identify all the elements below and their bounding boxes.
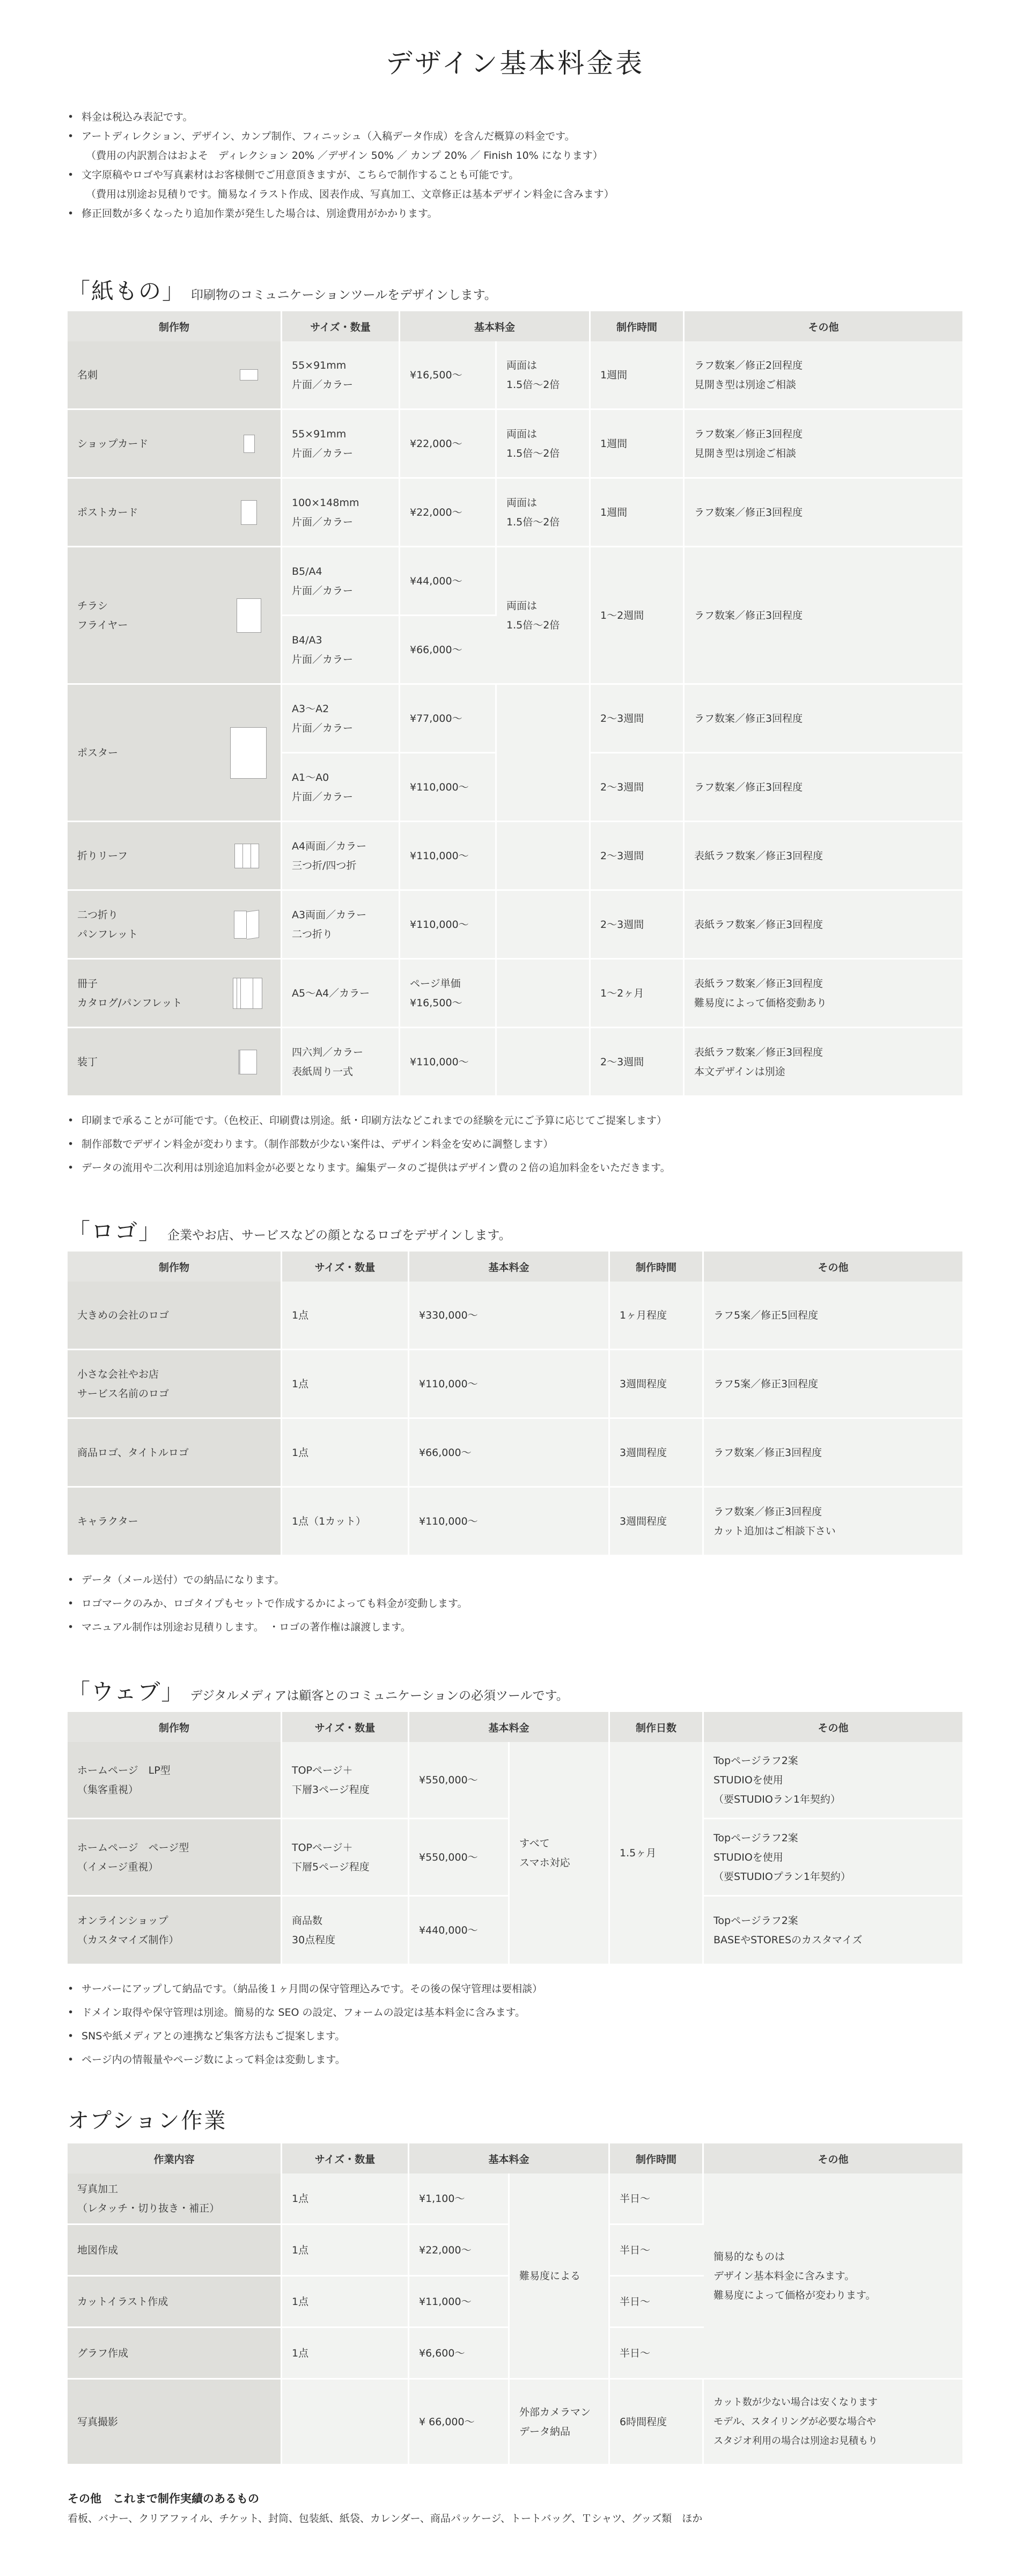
- note-item: • データ（メール送付）での納品になります。: [68, 1574, 285, 1586]
- logo-lead: 企業やお店、サービスなどの顔となるロゴをデザインします。: [167, 1228, 511, 1242]
- time-cell: 3週間程度: [610, 1488, 704, 1556]
- row-name: 商品ロゴ、タイトルロゴ: [68, 1419, 282, 1488]
- size-cell: 1点: [282, 1282, 409, 1350]
- row-name: 折りリーフ: [77, 850, 128, 862]
- price-cell: ¥110,000〜: [409, 1350, 610, 1419]
- price-note-cell: [497, 822, 591, 891]
- intro-note: • 修正回数が多くなったり追加作業が発生した場合は、別途費用がかかります。: [68, 208, 438, 219]
- table-row: [68, 891, 962, 960]
- price-cell: ¥66,000〜: [400, 616, 497, 685]
- price-note-cell: すべて スマホ対応: [510, 1742, 610, 1965]
- col-header: 制作物: [68, 1252, 282, 1282]
- price-cell: ¥16,500〜: [400, 341, 497, 410]
- time-cell: 2〜3週間: [591, 1028, 685, 1097]
- size-cell: 1点（1カット）: [282, 1488, 409, 1556]
- other-cell: ラフ数案／修正2回程度 見開き型は別途ご相談: [685, 341, 962, 410]
- row-name: チラシ フライヤー: [77, 599, 128, 631]
- time-cell: 2〜3週間: [591, 753, 685, 822]
- row-name: 写真加工 （レタッチ・切り抜き・補正）: [68, 2174, 282, 2225]
- note-item: • 印刷まで承ることが可能です。（色校正、印刷費は別途。紙・印刷方法などこれまでの経験を元にご予算に応じてご提案します）: [68, 1115, 667, 1126]
- web-table: [68, 1712, 962, 1965]
- time-cell: 3週間程度: [610, 1419, 704, 1488]
- price-cell: ¥110,000〜: [409, 1488, 610, 1556]
- row-name: 写真撮影: [68, 2380, 282, 2465]
- col-header: サイズ・数量: [282, 311, 400, 341]
- time-cell: 半日〜: [610, 2328, 704, 2380]
- col-header: その他: [704, 1712, 962, 1742]
- row-name: 装丁: [77, 1056, 98, 1068]
- col-header: 制作日数: [610, 1712, 704, 1742]
- price-cell: ¥22,000〜: [400, 479, 497, 547]
- poster-icon: [230, 727, 267, 779]
- note-item: • マニュアル制作は別途お見積りします。 ・ロゴの著作権は譲渡します。: [68, 1621, 411, 1633]
- option-heading: [68, 2104, 962, 2143]
- table-header-row: [68, 2143, 962, 2174]
- price-cell: ¥ 66,000〜: [409, 2380, 510, 2465]
- row-name: ポスター: [77, 747, 119, 759]
- table-row: [68, 685, 962, 753]
- row-name-cell: [68, 822, 282, 891]
- row-name-cell: [68, 547, 282, 685]
- note-item: • ページ内の情報量やページ数によって料金は変動します。: [68, 2054, 345, 2066]
- price-cell: ¥22,000〜: [400, 410, 497, 479]
- intro-note: • アートディレクション、デザイン、カンプ制作、フィニッシュ（入稿データ作成）を含んだ概算の料金です。 （費用の内訳割合はおよそ ディレクション 20% ／デザイン 50% ／ カンプ 20% ／ Finish 10% になります）: [68, 130, 603, 162]
- time-cell: 半日〜: [610, 2277, 704, 2328]
- paper-heading: [68, 274, 962, 311]
- other-cell: 表紙ラフ数案／修正3回程度 本文デザインは別途: [685, 1028, 962, 1097]
- price-cell: ¥1,100〜: [409, 2174, 510, 2225]
- web-heading: [68, 1674, 962, 1712]
- size-cell: 55×91mm 片面／カラー: [282, 341, 400, 410]
- size-cell: 1点: [282, 2277, 409, 2328]
- footer-text: 看板、バナー、クリアファイル、チケット、封筒、包装紙、紙袋、カレンダー、商品パッケージ、トートバッグ、Ｔシャツ、グッズ類 ほか: [68, 2513, 703, 2524]
- row-name: ホームページ ページ型 （イメージ重視）: [68, 1819, 282, 1897]
- other-cell: Topページラフ2案 BASEやSTORESのカスタマイズ: [704, 1897, 962, 1965]
- note-item: • 制作部数でデザイン料金が変わります。（制作部数が少ない案件は、デザイン料金を安めに調整します）: [68, 1138, 554, 1150]
- table-row: [68, 822, 962, 891]
- other-cell: ラフ数案／修正3回程度: [704, 1419, 962, 1488]
- other-cell: カット数が少ない場合は安くなります モデル、スタイリングが必要な場合や スタジオ利用の場合は別途お見積もり: [704, 2380, 962, 2465]
- postcard-icon: [241, 500, 257, 525]
- intro-note: • 文字原稿やロゴや写真素材はお客様側でご用意頂きますが、こちらで制作することも可能です。 （費用は別途お見積りです。簡易なイラスト作成、図表作成、写真加工、文章修正は基本デザイン料金に含みます）: [68, 169, 614, 200]
- size-cell: A4両面／カラー 三つ折/四つ折: [282, 822, 400, 891]
- col-header: 基本料金: [409, 1252, 610, 1282]
- price-note-cell: 難易度による: [510, 2174, 610, 2380]
- row-name: グラフ作成: [68, 2328, 282, 2380]
- other-cell: ラフ数案／修正3回程度: [685, 685, 962, 753]
- table-row: [68, 1350, 962, 1419]
- price-cell: ¥11,000〜: [409, 2277, 510, 2328]
- other-cell: ラフ5案／修正5回程度: [704, 1282, 962, 1350]
- logo-notes: [68, 1568, 962, 1639]
- other-cell: ラフ数案／修正3回程度: [685, 479, 962, 547]
- time-cell: 1〜2週間: [591, 547, 685, 685]
- time-cell: 2〜3週間: [591, 685, 685, 753]
- table-row: [68, 2174, 962, 2225]
- paper-lead: 印刷物のコミュニケーションツールをデザインします。: [191, 288, 497, 302]
- size-cell: 1点: [282, 2174, 409, 2225]
- other-cell: 表紙ラフ数案／修正3回程度: [685, 822, 962, 891]
- time-cell: 3週間程度: [610, 1350, 704, 1419]
- price-cell: ¥110,000〜: [400, 822, 497, 891]
- col-header: 基本料金: [409, 2143, 610, 2174]
- col-header: 基本料金: [409, 1712, 610, 1742]
- logo-table: [68, 1252, 962, 1556]
- row-name: 小さな会社やお店 サービス名前のロゴ: [68, 1350, 282, 1419]
- size-cell: A3〜A2 片面／カラー: [282, 685, 400, 753]
- web-title: 「ウェブ」: [68, 1679, 185, 1705]
- other-cell: ラフ数案／修正3回程度 カット追加はご相談下さい: [704, 1488, 962, 1556]
- other-cell: Topページラフ2案 STUDIOを使用 （要STUDIOプラン1年契約）: [704, 1819, 962, 1897]
- col-header: サイズ・数量: [282, 2143, 409, 2174]
- price-cell: ¥550,000〜: [409, 1742, 510, 1819]
- col-header: その他: [704, 2143, 962, 2174]
- time-cell: 1週間: [591, 479, 685, 547]
- price-note-cell: 両面は 1.5倍〜2倍: [497, 341, 591, 410]
- row-name: オンラインショップ （カスタマイズ制作）: [68, 1897, 282, 1965]
- row-name: ポストカード: [77, 506, 138, 518]
- size-cell: A5〜A4／カラー: [282, 960, 400, 1028]
- web-lead: デジタルメディアは顧客とのコミュニケーションの必須ツールです。: [190, 1689, 569, 1703]
- table-header-row: [68, 311, 962, 341]
- book-binding-icon: [238, 1050, 257, 1074]
- time-cell: 6時間程度: [610, 2380, 704, 2465]
- note-item: • SNSや紙メディアとの連携など集客方法もご提案します。: [68, 2030, 345, 2042]
- paper-notes: [68, 1109, 962, 1180]
- price-cell: ¥6,600〜: [409, 2328, 510, 2380]
- footer-title: その他 これまで制作実績のあるもの: [68, 2492, 259, 2505]
- other-cell: ラフ数案／修正3回程度 見開き型は別途ご相談: [685, 410, 962, 479]
- price-note-cell: [497, 960, 591, 1028]
- table-row: [68, 410, 962, 479]
- size-cell: TOPページ＋ 下層5ページ程度: [282, 1819, 409, 1897]
- flyer-icon: [237, 598, 261, 633]
- option-title: オプション作業: [68, 2109, 227, 2133]
- price-note-cell: [497, 891, 591, 960]
- time-cell: 2〜3週間: [591, 891, 685, 960]
- paper-table: [68, 311, 962, 1097]
- option-section: [68, 2104, 962, 2465]
- logo-heading: [68, 1214, 962, 1252]
- row-name: 名刺: [77, 369, 98, 381]
- col-header: 制作時間: [610, 2143, 704, 2174]
- other-cell: ラフ数案／修正3回程度: [685, 753, 962, 822]
- col-header: 作業内容: [68, 2143, 282, 2174]
- option-table: [68, 2143, 962, 2465]
- intro-notes: [68, 107, 962, 223]
- other-cell: 表紙ラフ数案／修正3回程度 難易度によって価格変動あり: [685, 960, 962, 1028]
- other-cell: ラフ数案／修正3回程度: [685, 547, 962, 685]
- price-cell: ¥110,000〜: [400, 891, 497, 960]
- table-row: [68, 1419, 962, 1488]
- note-item: • ロゴマークのみか、ロゴタイプもセットで作成するかによっても料金が変動します。: [68, 1598, 468, 1609]
- price-note-cell: 外部カメラマン データ納品: [510, 2380, 610, 2465]
- size-cell: TOPページ＋ 下層3ページ程度: [282, 1742, 409, 1819]
- table-row: [68, 1488, 962, 1556]
- price-cell: ¥22,000〜: [409, 2225, 510, 2277]
- row-name: 二つ折り パンフレット: [77, 909, 138, 940]
- other-cell: 簡易的なものは デザイン基本料金に含みます。 難易度によって価格が変わります。: [704, 2174, 962, 2380]
- size-cell: A3両面／カラー 二つ折り: [282, 891, 400, 960]
- other-cell: Topページラフ2案 STUDIOを使用 （要STUDIOラン1年契約）: [704, 1742, 962, 1819]
- size-cell: [282, 2380, 409, 2465]
- col-header: 基本料金: [400, 311, 591, 341]
- web-notes: [68, 1977, 962, 2072]
- time-cell: 2〜3週間: [591, 822, 685, 891]
- note-item: • サーバーにアップして納品です。（納品後１ヶ月間の保守管理込みです。その後の保守管理は要相談）: [68, 1983, 543, 1995]
- col-header: 制作時間: [591, 311, 685, 341]
- col-header: その他: [704, 1252, 962, 1282]
- intro-notes-block: [68, 107, 962, 223]
- business-card-icon: [240, 369, 258, 380]
- folded-pamphlet-icon: [234, 911, 259, 939]
- row-name: ショップカード: [77, 437, 149, 450]
- price-cell: ¥66,000〜: [409, 1419, 610, 1488]
- table-row: [68, 960, 962, 1028]
- paper-title: 「紙もの」: [68, 278, 186, 304]
- price-note-cell: 両面は 1.5倍〜2倍: [497, 410, 591, 479]
- row-name-cell: [68, 685, 282, 822]
- row-name-cell: [68, 1028, 282, 1097]
- row-name: カットイラスト作成: [68, 2277, 282, 2328]
- price-cell: ¥110,000〜: [400, 1028, 497, 1097]
- price-note-cell: 両面は 1.5倍〜2倍: [497, 479, 591, 547]
- col-header: 制作時間: [610, 1252, 704, 1282]
- table-row: [68, 1282, 962, 1350]
- price-cell: ¥440,000〜: [409, 1897, 510, 1965]
- time-cell: 1ヶ月程度: [610, 1282, 704, 1350]
- price-cell: ページ単価 ¥16,500〜: [400, 960, 497, 1028]
- row-name: 地図作成: [68, 2225, 282, 2277]
- price-cell: ¥330,000〜: [409, 1282, 610, 1350]
- size-cell: 四六判／カラー 表紙周り一式: [282, 1028, 400, 1097]
- col-header: 制作物: [68, 1712, 282, 1742]
- size-cell: 1点: [282, 2225, 409, 2277]
- shop-card-icon: [244, 435, 255, 453]
- table-header-row: [68, 1252, 962, 1282]
- price-note-cell: [497, 685, 591, 822]
- other-cell: 表紙ラフ数案／修正3回程度: [685, 891, 962, 960]
- size-cell: 商品数 30点程度: [282, 1897, 409, 1965]
- size-cell: 55×91mm 片面／カラー: [282, 410, 400, 479]
- row-name-cell: [68, 960, 282, 1028]
- intro-note: • 料金は税込み表記です。: [68, 111, 193, 123]
- size-cell: B4/A3 片面／カラー: [282, 616, 400, 685]
- price-cell: ¥550,000〜: [409, 1819, 510, 1897]
- time-cell: 1〜2ヶ月: [591, 960, 685, 1028]
- table-row: [68, 2380, 962, 2465]
- col-header: サイズ・数量: [282, 1252, 409, 1282]
- row-name: 大きめの会社のロゴ: [68, 1282, 282, 1350]
- paper-section: [68, 274, 962, 1180]
- price-cell: ¥110,000〜: [400, 753, 497, 822]
- col-header: 制作物: [68, 311, 282, 341]
- row-name-cell: [68, 410, 282, 479]
- time-cell: 1.5ヶ月: [610, 1742, 704, 1965]
- page-title: デザイン基本料金表: [385, 48, 645, 79]
- table-row: [68, 547, 962, 616]
- row-name-cell: [68, 341, 282, 410]
- time-cell: 1週間: [591, 341, 685, 410]
- table-row: [68, 341, 962, 410]
- table-row: [68, 479, 962, 547]
- price-cell: ¥77,000〜: [400, 685, 497, 753]
- logo-section: [68, 1214, 962, 1639]
- logo-title: 「ロゴ」: [68, 1218, 163, 1245]
- price-note-cell: 両面は 1.5倍〜2倍: [497, 547, 591, 685]
- size-cell: A1〜A0 片面／カラー: [282, 753, 400, 822]
- size-cell: B5/A4 片面／カラー: [282, 547, 400, 616]
- size-cell: 1点: [282, 1419, 409, 1488]
- booklet-icon: [233, 978, 262, 1009]
- table-row: [68, 1028, 962, 1097]
- other-cell: ラフ5案／修正3回程度: [704, 1350, 962, 1419]
- row-name: 冊子 カタログ/パンフレット: [77, 977, 182, 1009]
- web-section: [68, 1674, 962, 2072]
- size-cell: 1点: [282, 2328, 409, 2380]
- time-cell: 1週間: [591, 410, 685, 479]
- col-header: その他: [685, 311, 962, 341]
- row-name-cell: [68, 891, 282, 960]
- price-cell: ¥44,000〜: [400, 547, 497, 616]
- table-row: [68, 1742, 962, 1819]
- size-cell: 1点: [282, 1350, 409, 1419]
- time-cell: 半日〜: [610, 2174, 704, 2225]
- time-cell: 半日〜: [610, 2225, 704, 2277]
- size-cell: 100×148mm 片面／カラー: [282, 479, 400, 547]
- folded-leaflet-icon: [234, 844, 259, 868]
- row-name: ホームページ LP型 （集客重視）: [68, 1742, 282, 1819]
- price-note-cell: [497, 1028, 591, 1097]
- row-name-cell: [68, 479, 282, 547]
- note-item: • ドメイン取得や保守管理は別途。簡易的な SEO の設定、フォームの設定は基本料金に含みます。: [68, 2007, 526, 2018]
- footer-block: [68, 2490, 962, 2525]
- col-header: サイズ・数量: [282, 1712, 409, 1742]
- table-header-row: [68, 1712, 962, 1742]
- row-name: キャラクター: [68, 1488, 282, 1556]
- note-item: • データの流用や二次利用は別途追加料金が必要となります。編集データのご提供はデザイン費の２倍の追加料金をいただきます。: [68, 1162, 671, 1174]
